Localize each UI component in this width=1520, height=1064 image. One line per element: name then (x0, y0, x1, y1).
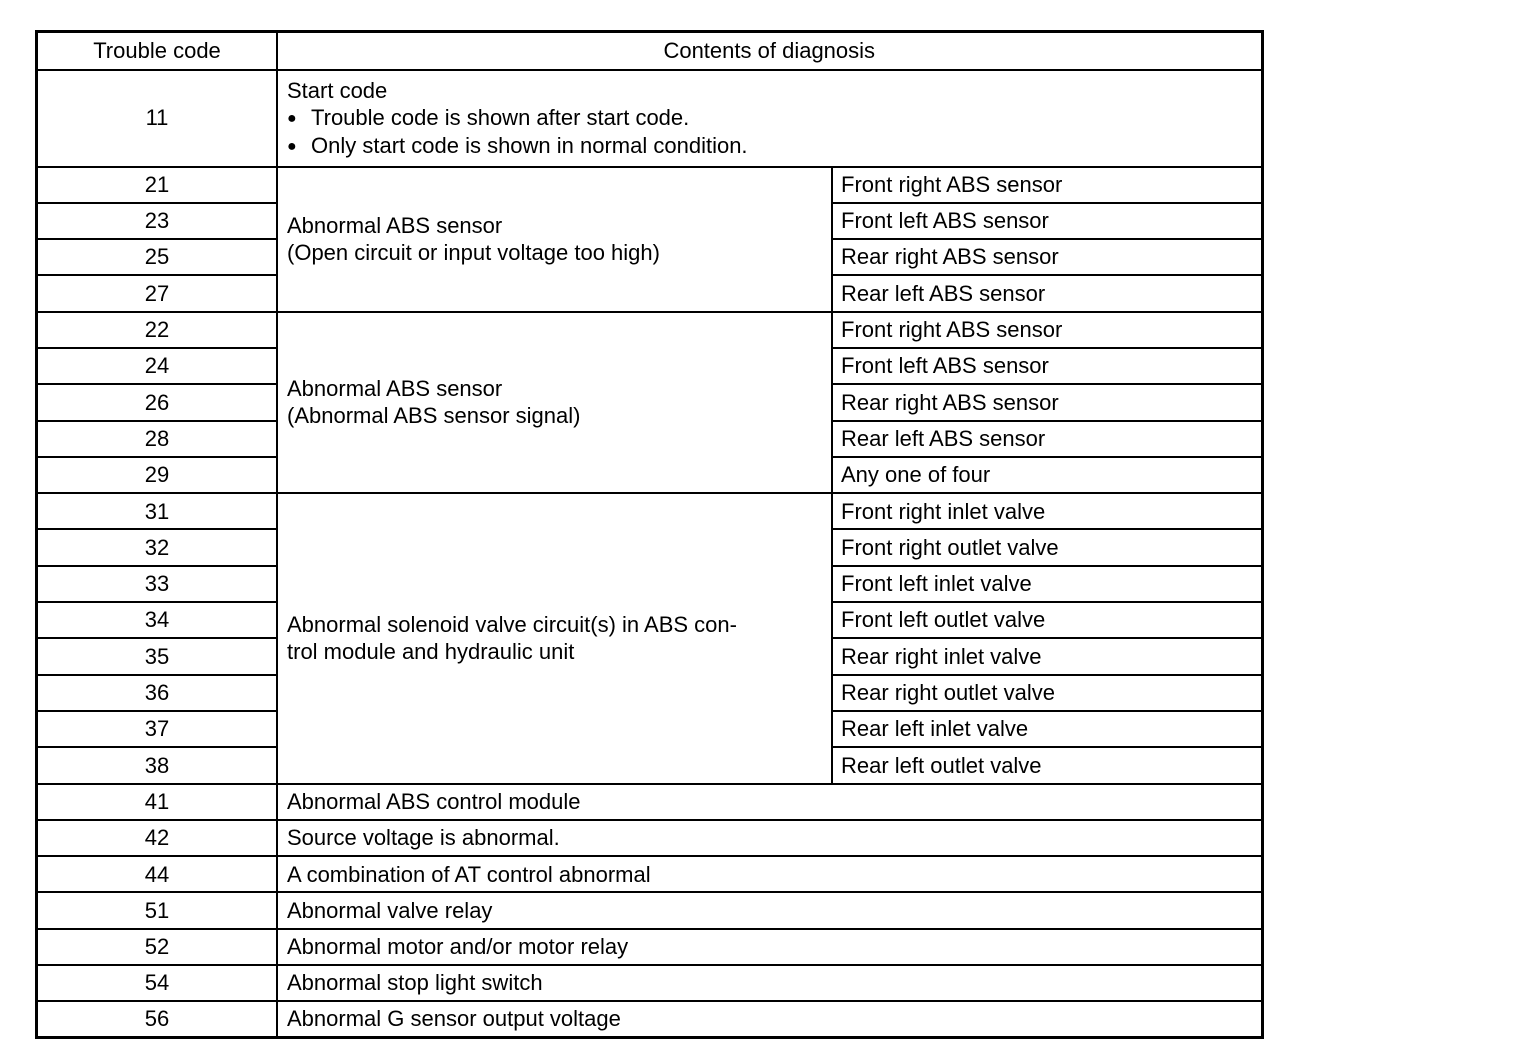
trouble-code-cell: 51 (37, 892, 278, 928)
diagnosis-detail-cell: Front right ABS sensor (832, 167, 1262, 203)
diagnosis-detail-cell: Rear left ABS sensor (832, 275, 1262, 311)
trouble-code-cell: 44 (37, 856, 278, 892)
diagnosis-detail-cell: Front left outlet valve (832, 602, 1262, 638)
header-contents: Contents of diagnosis (277, 32, 1262, 70)
table-row (37, 856, 1263, 892)
diagnosis-detail-cell: Any one of four (832, 457, 1262, 493)
diagnosis-line: (Open circuit or input voltage too high) (287, 240, 660, 266)
bullet-text: Trouble code is shown after start code. (311, 105, 690, 131)
trouble-code-cell: 37 (37, 711, 278, 747)
diagnosis-cell: Abnormal stop light switch (277, 965, 1262, 1001)
diagnosis-group-cell (277, 493, 832, 783)
diagnosis-group-cell (277, 167, 832, 312)
trouble-code-cell: 36 (37, 675, 278, 711)
trouble-code-cell: 42 (37, 820, 278, 856)
diagnosis-line: (Abnormal ABS sensor signal) (287, 403, 581, 429)
trouble-code-cell: 26 (37, 384, 278, 420)
diagnosis-detail-cell: Rear right ABS sensor (832, 239, 1262, 275)
trouble-code-cell: 54 (37, 965, 278, 1001)
table-row (37, 312, 1263, 348)
diagnosis-detail-cell: Rear left outlet valve (832, 747, 1262, 783)
table-row (37, 1001, 1263, 1037)
table-row (37, 493, 1263, 529)
table-row (37, 820, 1263, 856)
trouble-code-cell: 33 (37, 566, 278, 602)
trouble-code-cell: 25 (37, 239, 278, 275)
start-code-cell (277, 70, 1262, 167)
table-row (37, 167, 1263, 203)
diagnosis-detail-cell: Front right inlet valve (832, 493, 1262, 529)
header-trouble-code: Trouble code (37, 32, 278, 70)
trouble-code-cell: 24 (37, 348, 278, 384)
diagnosis-cell: Source voltage is abnormal. (277, 820, 1262, 856)
start-code-bullet (287, 104, 1261, 132)
table-row (37, 892, 1263, 928)
trouble-code-cell: 52 (37, 929, 278, 965)
table-row (37, 965, 1263, 1001)
trouble-code-cell: 31 (37, 493, 278, 529)
diagnosis-detail-cell: Rear right outlet valve (832, 675, 1262, 711)
diagnosis-detail-cell: Rear left inlet valve (832, 711, 1262, 747)
diagnosis-line: Abnormal ABS sensor (287, 375, 503, 401)
diagnosis-line: trol module and hydraulic unit (287, 639, 575, 665)
diagnosis-cell: A combination of AT control abnormal (277, 856, 1262, 892)
trouble-code-cell: 27 (37, 275, 278, 311)
trouble-code-cell: 56 (37, 1001, 278, 1037)
diagnosis-cell: Abnormal valve relay (277, 892, 1262, 928)
diagnosis-cell: Abnormal G sensor output voltage (277, 1001, 1262, 1037)
diagnosis-detail-cell: Rear right ABS sensor (832, 384, 1262, 420)
trouble-code-cell: 32 (37, 529, 278, 565)
diagnosis-cell: Abnormal motor and/or motor relay (277, 929, 1262, 965)
trouble-code-cell: 28 (37, 421, 278, 457)
trouble-code-cell: 41 (37, 784, 278, 820)
diagnosis-cell: Abnormal ABS control module (277, 784, 1262, 820)
diagnosis-detail-cell: Front right ABS sensor (832, 312, 1262, 348)
diagnosis-detail-cell: Rear right inlet valve (832, 638, 1262, 674)
bullet-text: Only start code is shown in normal condition. (311, 132, 748, 158)
diagnosis-line: Abnormal solenoid valve circuit(s) in ABS con- (287, 611, 737, 637)
diagnosis-detail-cell: Front left inlet valve (832, 566, 1262, 602)
trouble-code-cell: 29 (37, 457, 278, 493)
start-code-bullet (287, 132, 1261, 160)
diagnosis-detail-cell: Front left ABS sensor (832, 348, 1262, 384)
trouble-code-cell: 21 (37, 167, 278, 203)
table-row-start-code (37, 70, 1263, 167)
diagnosis-line: Abnormal ABS sensor (287, 212, 503, 238)
trouble-code-cell: 34 (37, 602, 278, 638)
trouble-code-cell: 38 (37, 747, 278, 783)
diagnosis-detail-cell: Rear left ABS sensor (832, 421, 1262, 457)
diagnosis-detail-cell: Front right outlet valve (832, 529, 1262, 565)
start-code-title: Start code (287, 77, 388, 103)
trouble-code-cell: 23 (37, 203, 278, 239)
trouble-code-cell: 22 (37, 312, 278, 348)
trouble-code-cell: 35 (37, 638, 278, 674)
trouble-code-table (35, 30, 1264, 1039)
table-row (37, 929, 1263, 965)
diagnosis-group-cell (277, 312, 832, 493)
header-row (37, 32, 1263, 70)
table-row (37, 784, 1263, 820)
trouble-code-cell: 11 (37, 70, 278, 167)
diagnosis-detail-cell: Front left ABS sensor (832, 203, 1262, 239)
